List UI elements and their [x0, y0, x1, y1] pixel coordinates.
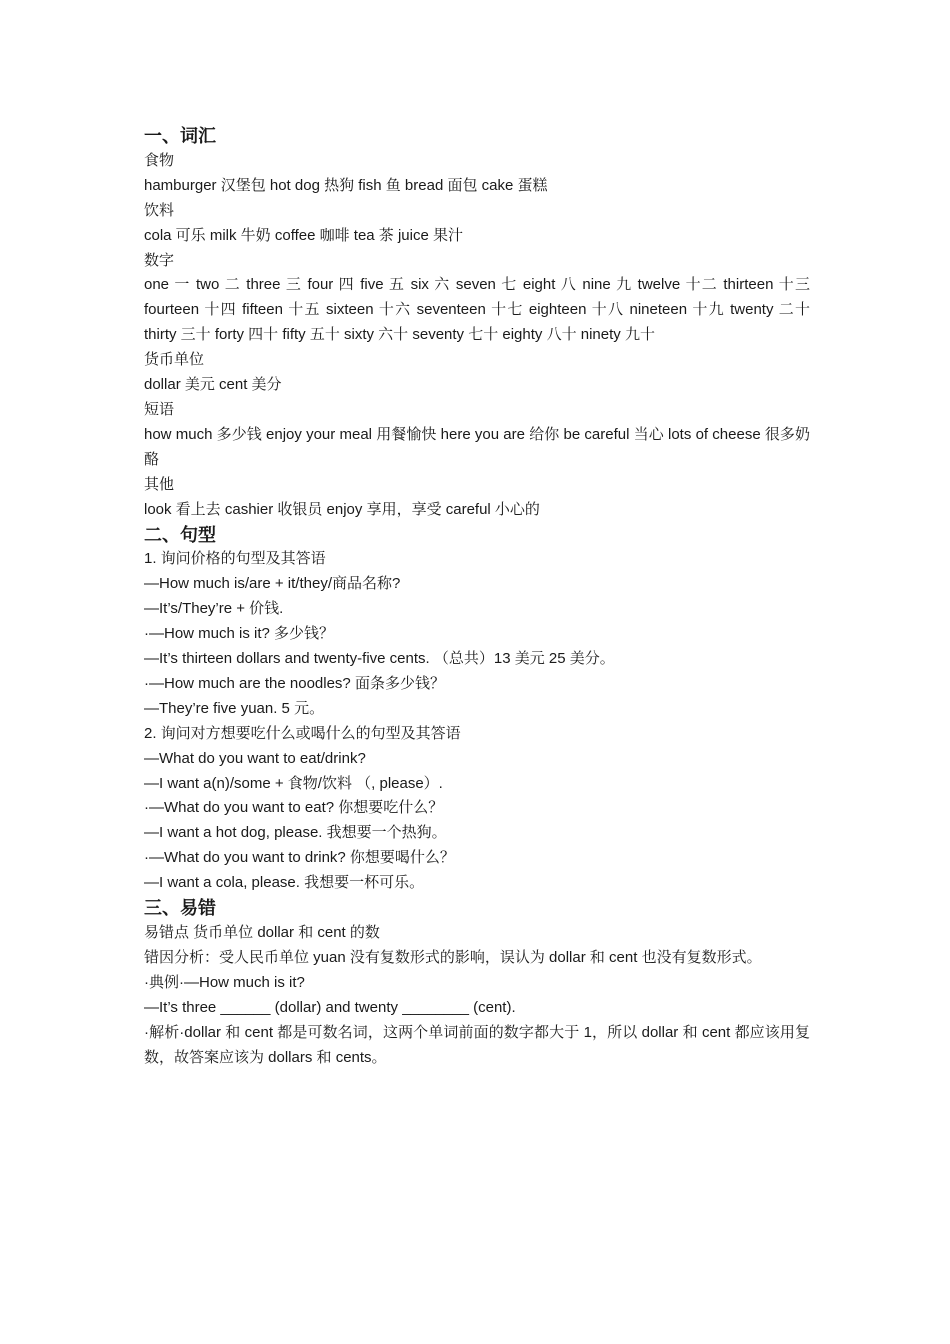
- section-heading-sentences: 二、句型: [144, 524, 216, 545]
- sentence-line: —It’s thirteen dollars and twenty-five cents. （总共）13 美元 25 美分。: [144, 650, 615, 668]
- sentence-line: —How much is/are + it/they/商品名称?: [144, 575, 401, 593]
- sentence-line: 2. 询问对方想要吃什么或喝什么的句型及其答语: [144, 724, 461, 742]
- section-heading-errors: 三、易错: [144, 898, 216, 919]
- section-heading-vocab: 一、词汇: [144, 126, 216, 146]
- sentence-line: 1. 询问价格的句型及其答语: [144, 550, 326, 568]
- sentence-line: ·—What do you want to drink? 你想要喝什么？: [144, 849, 455, 867]
- error-line: ·典例·—How much is it?: [144, 973, 305, 991]
- sentence-line: —It’s/They’re + 价钱.: [144, 600, 284, 618]
- drink-label: 饮料: [144, 201, 175, 219]
- error-line: 易错点 货币单位 dollar 和 cent 的数: [144, 924, 380, 941]
- drink-words: cola 可乐 milk 牛奶 coffee 咖啡 tea 茶 juice 果汁: [144, 226, 463, 244]
- phrase-words: how much 多少钱 enjoy your meal 用餐愉快 here you are 给你 be careful 当心 lots of cheese 很多奶酪: [144, 425, 810, 468]
- sentence-line: —I want a(n)/some + 食物/饮料 （, please）.: [144, 774, 443, 792]
- error-analysis: ·解析·dollar 和 cent 都是可数名词，这两个单词前面的数字都大于 1，所以 dollar 和 cent 都应该用复数，故答案应该为 dollars 和 cents。: [144, 1023, 810, 1066]
- number-words: one 一 two 二 three 三 four 四 five 五 six 六 seven 七 eight 八 nine 九 twelve 十二 thirteen 十三 fourteen 十四 fifteen 十五 sixteen 十六 seventeen 十七 eighteen 十八 nineteen 十九 twenty 二十 thirty 三十 forty 四十 fifty 五十 sixty 六十 seventy 七十 eighty 八十 ninety 九十: [144, 276, 810, 344]
- sentence-line: —I want a hot dog, please. 我想要一个热狗。: [144, 824, 447, 842]
- sentence-line: ·—What do you want to eat? 你想要吃什么？: [144, 799, 444, 817]
- food-label: 食物: [144, 151, 175, 169]
- phrase-label: 短语: [144, 400, 175, 418]
- sentence-line: —They’re five yuan. 5 元。: [144, 699, 325, 717]
- document-page: [144, 124, 810, 1070]
- sentence-line: ·—How much is it? 多少钱？: [144, 625, 335, 643]
- food-words: hamburger 汉堡包 hot dog 热狗 fish 鱼 bread 面包 cake 蛋糕: [144, 176, 548, 194]
- other-label: 其他: [144, 475, 175, 493]
- currency-words: dollar 美元 cent 美分: [144, 376, 282, 394]
- sentence-line: —I want a cola, please. 我想要一杯可乐。: [144, 874, 425, 892]
- other-words: look 看上去 cashier 收银员 enjoy 享用，享受 careful 小心的: [144, 500, 540, 518]
- error-line: —It’s three ______ (dollar) and twenty ________ (cent).: [144, 998, 516, 1016]
- sentence-line: ·—How much are the noodles? 面条多少钱？: [144, 674, 445, 692]
- currency-label: 货币单位: [144, 351, 205, 369]
- sentence-line: —What do you want to eat/drink?: [144, 749, 366, 767]
- number-label: 数字: [144, 251, 175, 269]
- error-line: 错因分析：受人民币单位 yuan 没有复数形式的影响，误认为 dollar 和 cent 也没有复数形式。: [144, 948, 762, 966]
